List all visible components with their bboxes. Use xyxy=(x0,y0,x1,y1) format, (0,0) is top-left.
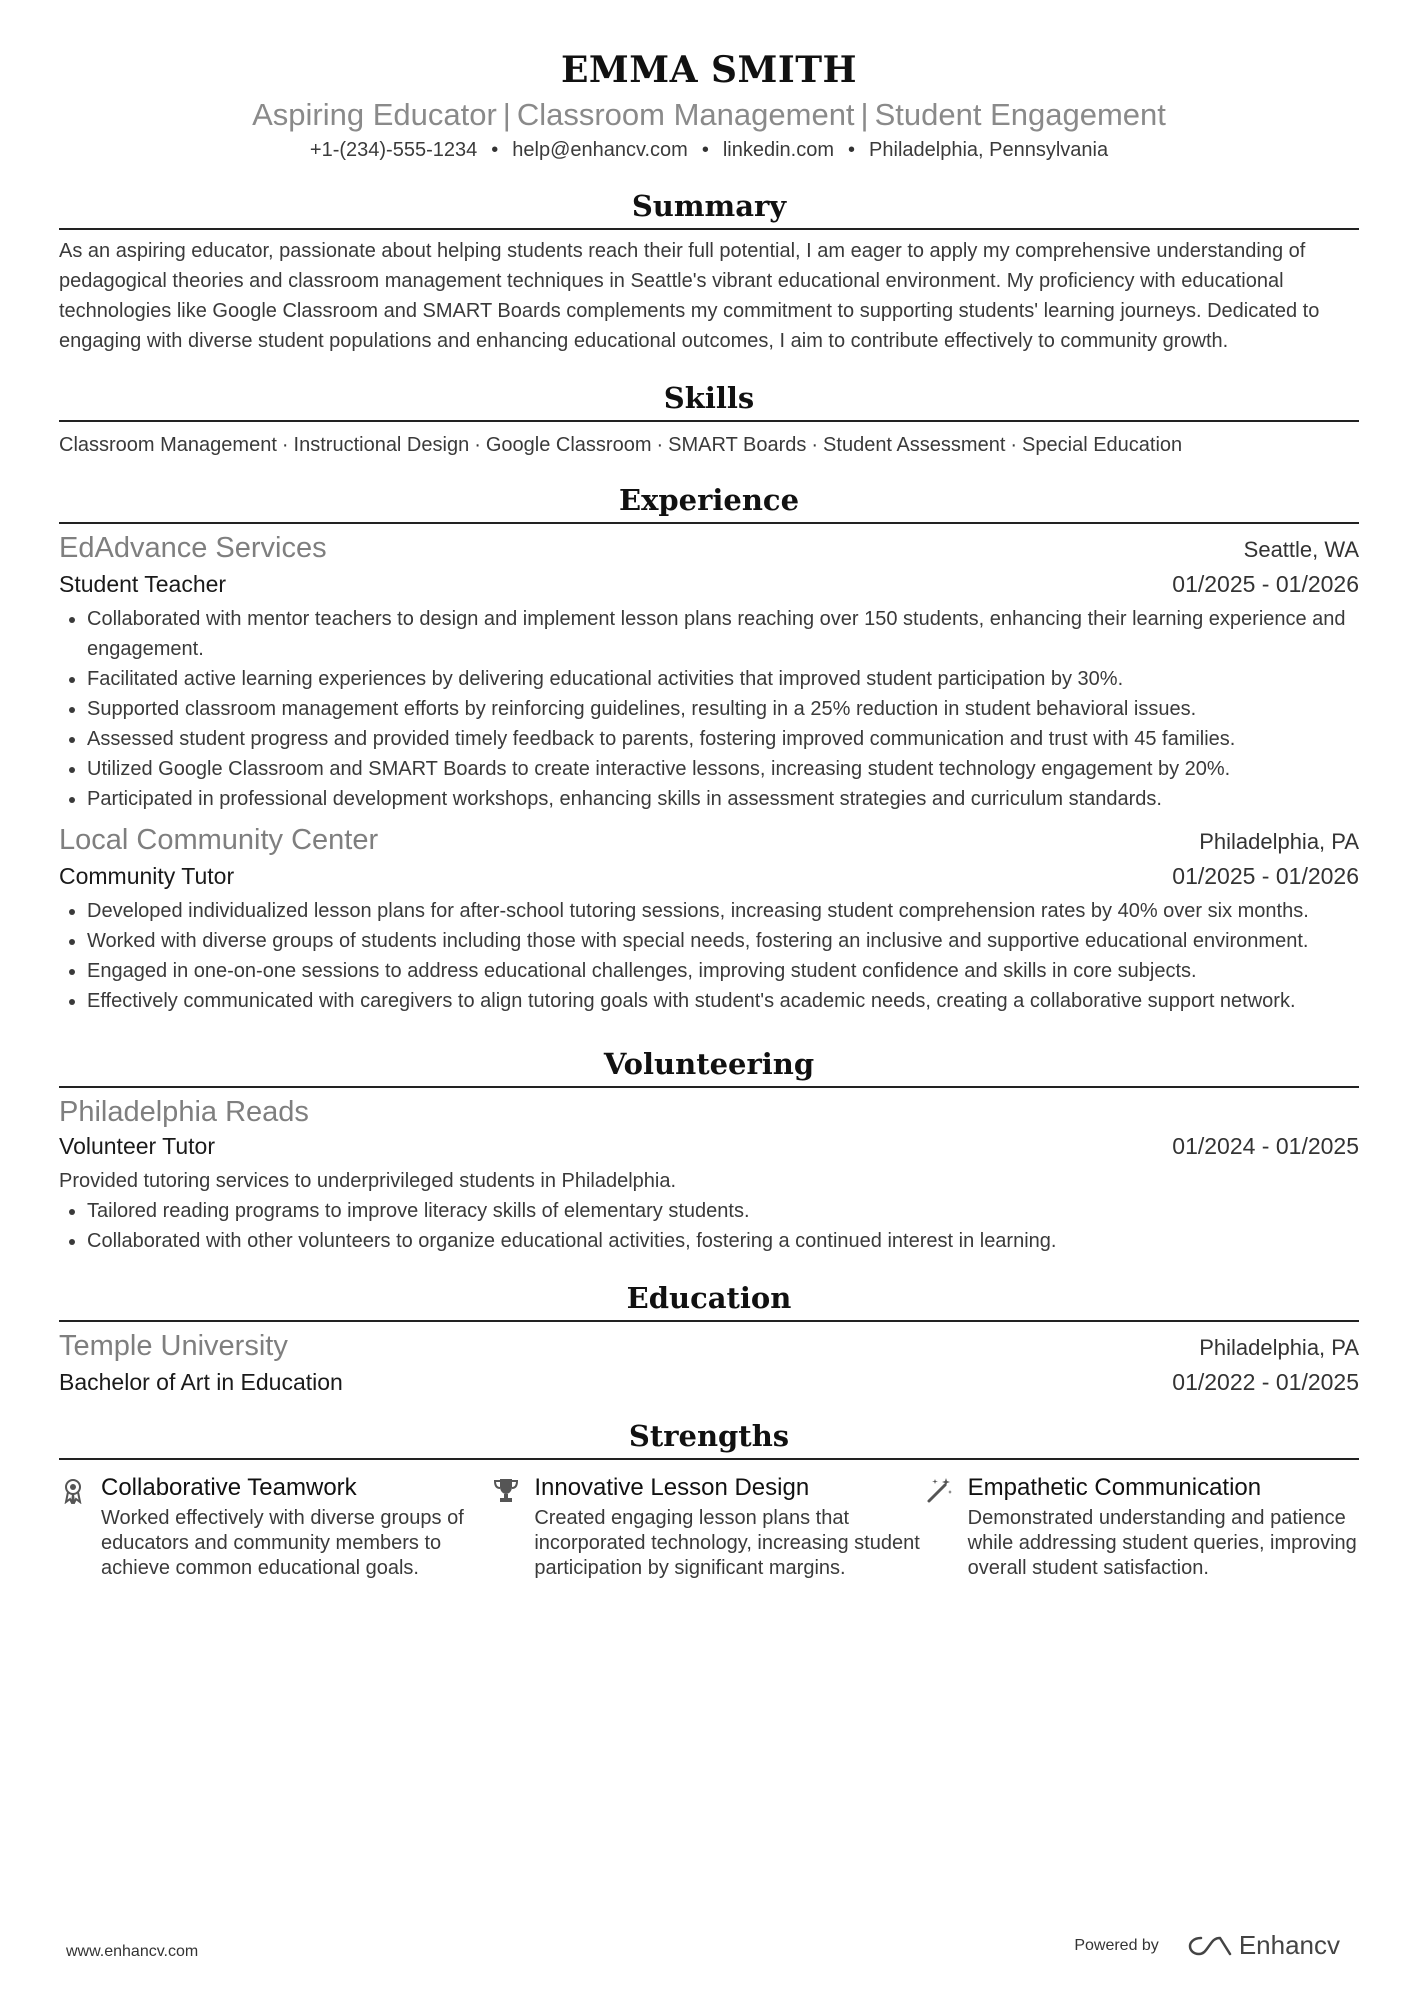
skills-list: Classroom Management · Instructional Design · Google Classroom · SMART Boards · Student Assessment · Special Education xyxy=(59,434,1183,456)
experience-section xyxy=(59,480,1359,1016)
section-title-volunteering: Volunteering xyxy=(59,1044,1359,1088)
job-company: EdAdvance Services xyxy=(59,532,327,564)
skills-section xyxy=(59,378,1359,460)
magic-wand-icon xyxy=(926,1472,968,1581)
job-bullets xyxy=(59,604,1359,814)
volunteering-section xyxy=(59,1044,1359,1256)
volunteer-dates: 01/2024 - 01/2025 xyxy=(1172,1133,1359,1159)
degree: Bachelor of Art in Education xyxy=(59,1369,343,1395)
job-title: Student Teacher xyxy=(59,571,227,597)
location: Philadelphia, Pennsylvania xyxy=(869,139,1109,161)
strength-item xyxy=(492,1472,925,1581)
strengths-section xyxy=(59,1416,1359,1581)
section-title-summary: Summary xyxy=(59,186,1359,230)
section-title-experience: Experience xyxy=(59,480,1359,524)
job-location: Seattle, WA xyxy=(1243,537,1359,562)
bullet-item: • Engaged in one-on-one sessions to address educational challenges, improving student confidence and skills in core subjects. xyxy=(87,956,1359,986)
volunteer-org: Philadelphia Reads xyxy=(59,1096,309,1128)
enhancv-logo-icon xyxy=(1187,1933,1233,1959)
job-location: Philadelphia, PA xyxy=(1199,829,1359,854)
footer-website-link[interactable]: www.enhancv.com xyxy=(66,1943,199,1960)
strength-item xyxy=(926,1472,1359,1581)
job-company: Local Community Center xyxy=(59,824,379,856)
bullet-item: • Supported classroom management efforts by reinforcing guidelines, resulting in a 25% reduction in student behavioral issues. xyxy=(87,694,1359,724)
bullet-item: • Effectively communicated with caregivers to align tutoring goals with student's academic needs, creating a collaborative support network. xyxy=(87,986,1359,1016)
section-title-strengths: Strengths xyxy=(59,1416,1359,1460)
job-entry xyxy=(59,822,1359,1016)
volunteer-description: Provided tutoring services to underprivileged students in Philadelphia. xyxy=(59,1170,677,1192)
bullet-item: • Utilized Google Classroom and SMART Boards to create interactive lessons, increasing student technology engagement by 20%. xyxy=(87,754,1359,784)
bullet-item: • Collaborated with other volunteers to organize educational activities, fostering a continued interest in learning. xyxy=(87,1226,1359,1256)
job-title: Community Tutor xyxy=(59,863,235,889)
strength-description: Demonstrated understanding and patience while addressing student queries, improving overall student satisfaction. xyxy=(967,1507,1357,1579)
section-title-education: Education xyxy=(59,1278,1359,1322)
education-section xyxy=(59,1278,1359,1398)
candidate-name: EMMA SMITH xyxy=(560,49,858,91)
headline-item: Student Engagement xyxy=(874,97,1166,132)
phone: +1-(234)-555-1234 xyxy=(309,139,478,161)
strength-title: Innovative Lesson Design xyxy=(534,1474,810,1501)
linkedin-link[interactable]: linkedin.com xyxy=(722,139,835,161)
strength-title: Collaborative Teamwork xyxy=(101,1474,357,1501)
school-location: Philadelphia, PA xyxy=(1199,1335,1359,1360)
enhancv-logo[interactable] xyxy=(1187,1930,1340,1961)
bullet-item: • Tailored reading programs to improve literacy skills of elementary students. xyxy=(87,1196,1359,1226)
skill-item: Student Assessment xyxy=(823,434,1006,456)
skill-item: Google Classroom xyxy=(485,434,652,456)
strength-title: Empathetic Communication xyxy=(967,1474,1262,1501)
skill-item: SMART Boards xyxy=(668,434,807,456)
email-link[interactable]: help@enhancv.com xyxy=(512,139,688,161)
headline: Aspiring Educator | Classroom Management | Student Engagement xyxy=(252,97,1166,132)
skill-item: Classroom Management xyxy=(59,434,277,456)
skill-item: Instructional Design xyxy=(293,434,470,456)
trophy-icon xyxy=(492,1472,534,1581)
volunteer-bullets xyxy=(59,1196,1359,1256)
footer-branding xyxy=(1074,1930,1340,1961)
bullet-item: • Assessed student progress and provided timely feedback to parents, fostering improved communication and trust with 45 families. xyxy=(87,724,1359,754)
skill-item: Special Education xyxy=(1022,434,1183,456)
job-dates: 01/2025 - 01/2026 xyxy=(1172,571,1359,597)
bullet-item: • Facilitated active learning experiences by delivering educational activities that improved student participation by 30%. xyxy=(87,664,1359,694)
bullet-item: • Collaborated with mentor teachers to design and implement lesson plans reaching over 150 students, enhancing their learning experience and engagement. xyxy=(87,604,1359,664)
powered-by-label: Powered by xyxy=(1074,1936,1159,1954)
strength-item xyxy=(59,1472,492,1581)
job-entry xyxy=(59,530,1359,814)
education-dates: 01/2022 - 01/2025 xyxy=(1172,1369,1359,1395)
school-name: Temple University xyxy=(59,1330,288,1362)
resume-page xyxy=(59,46,1359,1581)
award-ribbon-icon xyxy=(59,1472,101,1581)
volunteer-role: Volunteer Tutor xyxy=(59,1133,215,1159)
bullet-item: • Participated in professional development workshops, enhancing skills in assessment strategies and curriculum standards. xyxy=(87,784,1359,814)
section-title-skills: Skills xyxy=(59,378,1359,422)
job-bullets xyxy=(59,896,1359,1016)
strength-description: Worked effectively with diverse groups of educators and community members to achieve common educational goals. xyxy=(101,1507,464,1579)
headline-item: Classroom Management xyxy=(516,97,855,132)
summary-section xyxy=(59,186,1359,356)
brand-name: Enhancv xyxy=(1238,1930,1340,1960)
summary-text: As an aspiring educator, passionate about helping students reach their full potential, I am eager to apply my comprehensive understanding of pedagogical theories and classroom management techniques in Seattle's vibrant educational environment. My proficiency with educational technologies like Google Classroom and SMART Boards complements my commitment to supporting students' learning journeys. Dedicated to engaging with diverse student populations and enhancing educational outcomes, I aim to contribute effectively to community growth. xyxy=(59,240,1320,352)
contact-line: +1-(234)-555-1234 • help@enhancv.com • linkedin.com • Philadelphia, Pennsylvania xyxy=(309,139,1109,161)
strength-description: Created engaging lesson plans that incorporated technology, increasing student participation by significant margins. xyxy=(534,1507,920,1579)
job-dates: 01/2025 - 01/2026 xyxy=(1172,863,1359,889)
bullet-item: • Developed individualized lesson plans for after-school tutoring sessions, increasing student comprehension rates by 40% over six months. xyxy=(87,896,1359,926)
bullet-item: • Worked with diverse groups of students including those with special needs, fostering an inclusive and supportive educational environment. xyxy=(87,926,1359,956)
headline-item: Aspiring Educator xyxy=(252,97,497,132)
